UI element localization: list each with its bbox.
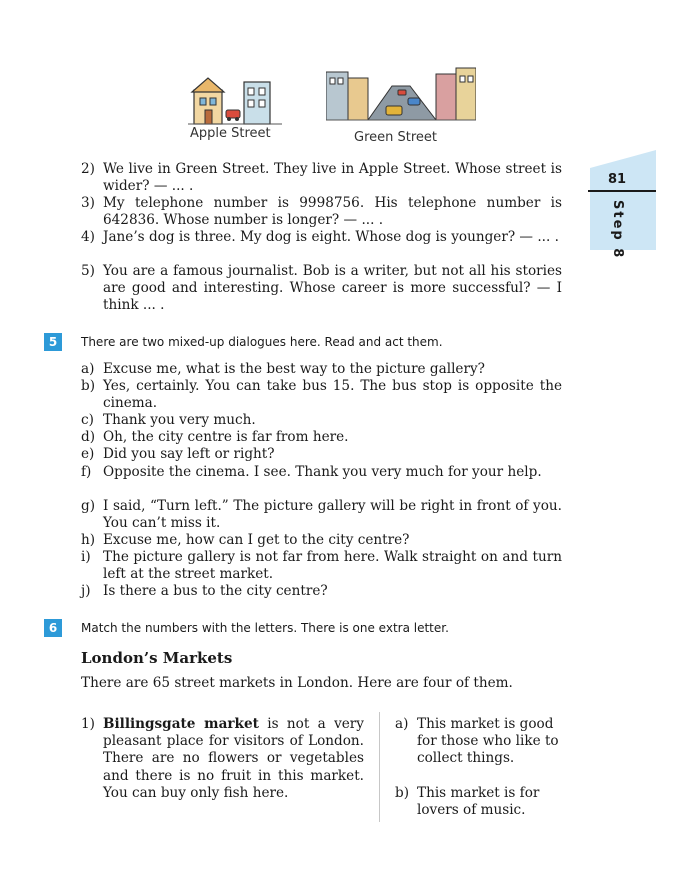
item-letter: a) bbox=[81, 361, 95, 377]
item-text: We live in Green Street. They live in Apple Street. Whose street is wider? — ... . bbox=[103, 161, 562, 195]
option-text: This market is good for those who like to collect things. bbox=[417, 716, 559, 767]
page-tab bbox=[590, 150, 660, 250]
item-letter: c) bbox=[81, 412, 94, 428]
item-text: Oh, the city centre is far from here. bbox=[103, 429, 349, 445]
dialogue-item bbox=[81, 412, 562, 429]
item-text: Excuse me, how can I get to the city centre? bbox=[103, 532, 410, 548]
exercise4-item bbox=[81, 161, 562, 195]
item-letter: b) bbox=[81, 378, 96, 394]
exercise4-item bbox=[81, 263, 562, 315]
dialogue-item bbox=[81, 378, 562, 412]
item-number: 5) bbox=[81, 263, 95, 279]
section-intro: There are 65 street markets in London. Here are four of them. bbox=[81, 675, 513, 691]
item-text: I said, “Turn left.” The picture gallery will be right in front of you. You can’t miss it. bbox=[103, 498, 562, 532]
column-divider bbox=[379, 712, 380, 822]
dialogue-item bbox=[81, 549, 562, 583]
item-text: Thank you very much. bbox=[103, 412, 256, 428]
item-number: 4) bbox=[81, 229, 95, 245]
item-number: 1) bbox=[81, 716, 95, 732]
item-letter: e) bbox=[81, 446, 95, 462]
exercise-5-badge: 5 bbox=[44, 333, 62, 351]
item-text: Jane’s dog is three. My dog is eight. Whose dog is younger? — ... . bbox=[103, 229, 559, 245]
item-number: 3) bbox=[81, 195, 95, 211]
green-street-illustration bbox=[326, 64, 476, 126]
market-description bbox=[81, 716, 364, 802]
dialogue-item bbox=[81, 446, 562, 463]
item-text: You are a famous journalist. Bob is a writer, but not all his stories are good and interesting. Whose career is more successful? — I think ... . bbox=[103, 263, 562, 314]
section-title: London’s Markets bbox=[81, 649, 233, 667]
exercise-5-instruction: There are two mixed-up dialogues here. Read and act them. bbox=[81, 335, 443, 349]
exercise-6-instruction: Match the numbers with the letters. There is one extra letter. bbox=[81, 621, 449, 635]
item-letter: i) bbox=[81, 549, 91, 565]
item-text: Is there a bus to the city centre? bbox=[103, 583, 328, 599]
item-text: Excuse me, what is the best way to the picture gallery? bbox=[103, 361, 485, 377]
item-text: Yes, certainly. You can take bus 15. The bus stop is opposite the cinema. bbox=[103, 378, 562, 412]
item-letter: h) bbox=[81, 532, 96, 548]
match-option bbox=[395, 785, 563, 819]
item-text: Opposite the cinema. I see. Thank you very much for your help. bbox=[103, 464, 542, 480]
market-name: Billingsgate market bbox=[103, 716, 259, 732]
apple-street-caption: Apple Street bbox=[190, 126, 271, 141]
market-body: is not a very pleasant place for visitors of London. There are no flowers or vegetables and there is no fruit in this market. You can buy only fish here. bbox=[103, 716, 364, 801]
apple-street-illustration bbox=[186, 72, 286, 130]
dialogue-item bbox=[81, 429, 562, 446]
dialogue-item bbox=[81, 583, 562, 600]
item-letter: j) bbox=[81, 583, 91, 599]
exercise4-item bbox=[81, 229, 562, 246]
match-option bbox=[395, 716, 563, 768]
item-text: The picture gallery is not far from here. Walk straight on and turn left at the street market. bbox=[103, 549, 562, 583]
exercise4-item bbox=[81, 195, 562, 229]
item-letter: b) bbox=[395, 785, 410, 801]
item-letter: a) bbox=[395, 716, 409, 732]
dialogue-item bbox=[81, 532, 562, 549]
item-text: Did you say left or right? bbox=[103, 446, 275, 462]
item-number: 2) bbox=[81, 161, 95, 177]
item-text: My telephone number is 9998756. His telephone number is 642836. Whose number is longer? — ... . bbox=[103, 195, 562, 229]
exercise-6-badge: 6 bbox=[44, 619, 62, 637]
dialogue-item bbox=[81, 361, 562, 378]
item-letter: g) bbox=[81, 498, 96, 514]
option-text: This market is for lovers of music. bbox=[417, 785, 540, 819]
page-number-rule bbox=[588, 190, 656, 192]
page-number: 81 bbox=[608, 172, 627, 187]
market-text bbox=[103, 716, 364, 802]
green-street-caption: Green Street bbox=[354, 130, 438, 145]
item-letter: d) bbox=[81, 429, 96, 445]
dialogue-item bbox=[81, 498, 562, 532]
step-label: Step 8 bbox=[610, 200, 625, 260]
dialogue-item bbox=[81, 464, 562, 481]
item-letter: f) bbox=[81, 464, 92, 480]
